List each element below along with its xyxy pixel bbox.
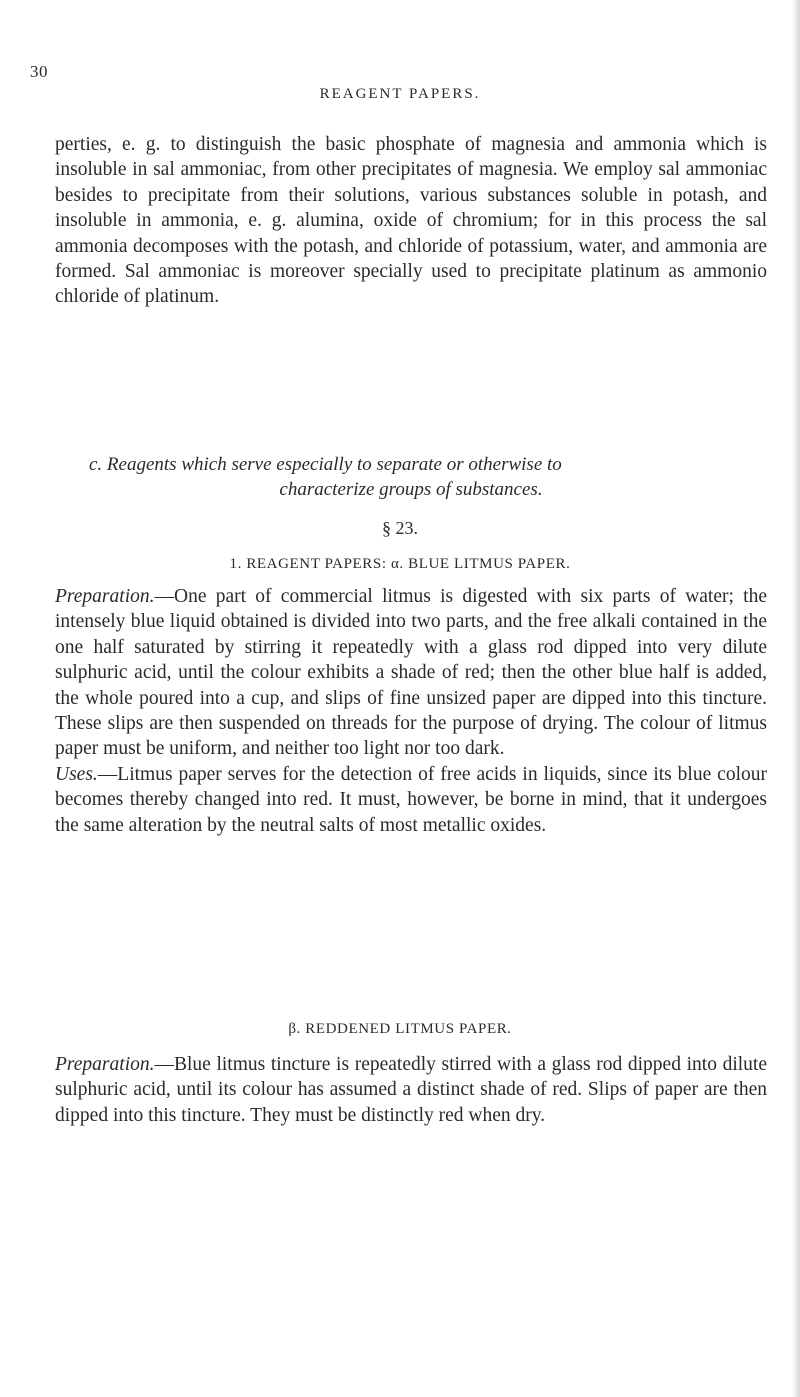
uses-text: —Litmus paper serves for the detection of free acids in liquids, since its blue colour becomes thereby changed into red. It must, however, be borne in mind, that it undergoes the same alteration by the neutral salts of most metallic oxides. <box>55 763 767 836</box>
subsection-title-line1: c. Reagents which serve especially to separate or otherwise to <box>89 454 562 475</box>
section-mark: § 23. <box>382 518 418 538</box>
running-title: REAGENT PAPERS. <box>319 86 481 102</box>
page-edge-shadow <box>792 0 800 1397</box>
paragraph-continuation <box>55 132 767 310</box>
preparation-label: Preparation. <box>55 586 155 607</box>
heading-blue-litmus: 1. REAGENT PAPERS: α. BLUE LITMUS PAPER. <box>229 556 571 572</box>
preparation-text: —One part of commercial litmus is digested with six parts of water; the intensely blue liquid obtained is divided into two parts, and the free alkali contained in the one half saturated by stirring it repeatedly with a glass rod dipped into very dilute sulphuric acid, until the colour exhibits a shade of red; then the other blue half is added, the whole poured into a cup, and slips of fine unsized paper are dipped into this tincture. These slips are then suspended on threads for the purpose of drying. The colour of litmus paper must be uniform, and neither too light nor too dark. <box>55 586 767 760</box>
uses-label: Uses. <box>55 763 98 785</box>
preparation-paragraph <box>55 584 767 762</box>
uses-paragraph <box>55 762 767 838</box>
preparation-paragraph-2 <box>55 1052 767 1128</box>
subsection-title-line2: characterize groups of substances. <box>279 479 543 500</box>
subsection-title <box>55 452 767 502</box>
preparation-label-2: Preparation. <box>55 1054 155 1075</box>
reddened-litmus-body <box>55 1052 767 1128</box>
paragraph-text: perties, e. g. to distinguish the basic phosphate of magnesia and ammonia which is insoluble in sal ammoniac, from other precipitates of magnesia. We employ sal ammoniac besides to precipitate from their solutions, various substances soluble in potash, and insoluble in ammonia, e. g. alumina, oxide of chromium; for in this process the sal ammonia decomposes with the potash, and chloride of potassium, water, and ammonia are formed. Sal ammoniac is moreover specially used to precipitate platinum as ammonio chloride of platinum. <box>55 134 767 308</box>
blue-litmus-body <box>55 584 767 838</box>
page-number: 30 <box>30 62 48 81</box>
heading-reddened-litmus: β. REDDENED LITMUS PAPER. <box>288 1021 512 1037</box>
preparation-text-2: —Blue litmus tincture is repeatedly stirred with a glass rod dipped into dilute sulphuric acid, until its colour has assumed a distinct shade of red. Slips of paper are then dipped into this tincture. They must be distinctly red when dry. <box>55 1054 767 1126</box>
